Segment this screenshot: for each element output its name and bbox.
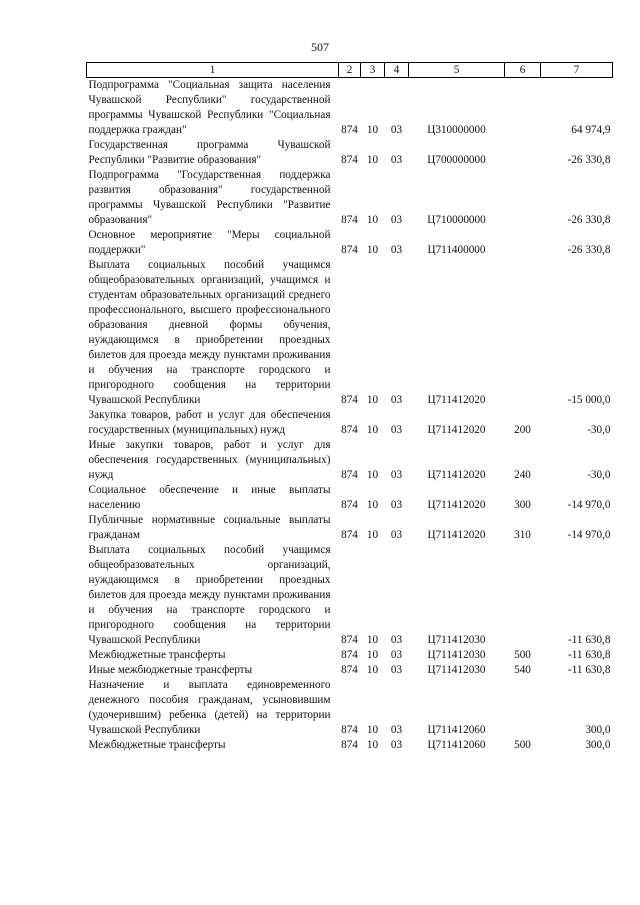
- row-expense-type: [505, 258, 541, 408]
- row-grbs-code: 874: [341, 529, 358, 541]
- row-amount: -26 330,8: [567, 214, 611, 226]
- row-subsection-code: 03: [390, 124, 403, 136]
- row-grbs-code: 874: [341, 469, 358, 481]
- column-header: 6: [505, 63, 541, 78]
- row-section-code: 10: [366, 634, 379, 646]
- row-subsection-code: 03: [390, 634, 403, 646]
- table-row: [87, 78, 613, 139]
- table-row: [87, 438, 613, 483]
- row-expense-type: 500: [514, 739, 531, 751]
- column-header: 2: [339, 63, 361, 78]
- row-name: Иные межбюджетные трансферты: [88, 664, 253, 676]
- row-expense-type: [505, 78, 541, 139]
- row-amount: 300,0: [585, 724, 611, 736]
- row-grbs-code: 874: [341, 649, 358, 661]
- row-target-article: Ц711412030: [427, 664, 486, 676]
- row-amount: -26 330,8: [567, 244, 611, 256]
- table-header: [87, 63, 613, 78]
- row-section-code: 10: [366, 499, 379, 511]
- row-expense-type: [505, 228, 541, 258]
- column-header: 7: [541, 63, 613, 78]
- row-subsection-code: 03: [390, 394, 403, 406]
- row-amount: -14 970,0: [567, 529, 611, 541]
- row-target-article: Ц711412030: [427, 634, 486, 646]
- budget-table: [86, 62, 613, 753]
- row-subsection-code: 03: [390, 649, 403, 661]
- column-header: 5: [409, 63, 505, 78]
- row-expense-type: 500: [514, 649, 531, 661]
- row-target-article: Ц711412060: [427, 739, 486, 751]
- column-header: 1: [87, 63, 339, 78]
- row-subsection-code: 03: [390, 499, 403, 511]
- table-row: [87, 168, 613, 228]
- row-grbs-code: 874: [341, 664, 358, 676]
- row-grbs-code: 874: [341, 154, 358, 166]
- row-grbs-code: 874: [341, 724, 358, 736]
- table-row: [87, 678, 613, 738]
- page-number: 507: [311, 40, 329, 54]
- row-amount: 64 974,9: [571, 124, 611, 136]
- row-amount: -26 330,8: [567, 154, 611, 166]
- column-header: 4: [385, 63, 409, 78]
- table-row: [87, 543, 613, 648]
- table-row: [87, 663, 613, 678]
- table-row: [87, 648, 613, 663]
- column-header: 3: [361, 63, 385, 78]
- row-name: Государственная программа Чувашской Республики "Развитие образования": [88, 139, 331, 166]
- row-subsection-code: 03: [390, 244, 403, 256]
- row-subsection-code: 03: [390, 724, 403, 736]
- row-grbs-code: 874: [341, 124, 358, 136]
- row-name: Подпрограмма "Государственная поддержка развития образования" государственной программы Чувашской Республики "Развитие образования": [88, 169, 331, 226]
- row-target-article: Ц711412020: [427, 529, 486, 541]
- table-row: [87, 483, 613, 513]
- row-target-article: Ц711412020: [427, 469, 486, 481]
- row-amount: -11 630,8: [568, 649, 611, 661]
- row-amount: -30,0: [587, 424, 611, 436]
- row-grbs-code: 874: [341, 214, 358, 226]
- row-name: Назначение и выплата единовременного денежного пособия гражданам, усыновившим (удочерившим) ребенка (детей) на территории Чувашской Республики: [88, 679, 331, 736]
- table-row: [87, 408, 613, 438]
- row-section-code: 10: [366, 214, 379, 226]
- row-subsection-code: 03: [390, 529, 403, 541]
- row-subsection-code: 03: [390, 214, 403, 226]
- row-target-article: Ц711412020: [427, 424, 486, 436]
- row-grbs-code: 874: [341, 739, 358, 751]
- row-expense-type: 300: [514, 499, 531, 511]
- row-section-code: 10: [366, 739, 379, 751]
- row-section-code: 10: [366, 529, 379, 541]
- row-name: Закупка товаров, работ и услуг для обеспечения государственных (муниципальных) нужд: [88, 409, 331, 436]
- row-amount: -11 630,8: [568, 634, 611, 646]
- row-name: Иные закупки товаров, работ и услуг для обеспечения государственных (муниципальных) нужд: [88, 439, 331, 481]
- row-target-article: Ц711400000: [427, 244, 486, 256]
- row-section-code: 10: [366, 469, 379, 481]
- row-section-code: 10: [366, 664, 379, 676]
- row-expense-type: [505, 543, 541, 648]
- table-row: [87, 258, 613, 408]
- table-row: [87, 138, 613, 168]
- row-target-article: Ц711412060: [427, 724, 486, 736]
- row-grbs-code: 874: [341, 424, 358, 436]
- row-name: Межбюджетные трансферты: [88, 739, 226, 751]
- row-section-code: 10: [366, 154, 379, 166]
- row-subsection-code: 03: [390, 664, 403, 676]
- table-row: [87, 738, 613, 753]
- row-expense-type: [505, 138, 541, 168]
- row-section-code: 10: [366, 424, 379, 436]
- row-target-article: Ц700000000: [427, 154, 486, 166]
- row-grbs-code: 874: [341, 499, 358, 511]
- row-grbs-code: 874: [341, 634, 358, 646]
- table-row: [87, 228, 613, 258]
- row-target-article: Ц711412020: [427, 499, 486, 511]
- row-name: Выплата социальных пособий учащимся общеобразовательных организаций, учащимся и студентам образовательных организаций среднего профессионального, высшего профессионального образования дневной формы обучения, нуждающимся в приобретении проездных билетов для проезда между пунктами проживания и обучения на транспорте городского и пригородного сообщения на территории Чувашской Республики: [88, 259, 331, 406]
- row-target-article: Ц711412020: [427, 394, 486, 406]
- row-section-code: 10: [366, 244, 379, 256]
- table-body: [87, 78, 613, 754]
- row-expense-type: 200: [514, 424, 531, 436]
- row-subsection-code: 03: [390, 739, 403, 751]
- table-row: [87, 513, 613, 543]
- row-amount: -14 970,0: [567, 499, 611, 511]
- row-subsection-code: 03: [390, 424, 403, 436]
- row-grbs-code: 874: [341, 394, 358, 406]
- row-expense-type: 540: [514, 664, 531, 676]
- row-section-code: 10: [366, 724, 379, 736]
- row-section-code: 10: [366, 124, 379, 136]
- row-target-article: Ц711412030: [427, 649, 486, 661]
- row-subsection-code: 03: [390, 154, 403, 166]
- row-amount: -15 000,0: [567, 394, 611, 406]
- row-expense-type: [505, 168, 541, 228]
- row-grbs-code: 874: [341, 244, 358, 256]
- row-name: Публичные нормативные социальные выплаты гражданам: [88, 514, 331, 541]
- row-expense-type: 240: [514, 469, 531, 481]
- row-expense-type: 310: [514, 529, 531, 541]
- row-target-article: Ц710000000: [427, 214, 486, 226]
- row-name: Подпрограмма "Социальная защита населения Чувашской Республики" государственной программы Чувашской Республики "Социальная поддержка граждан": [88, 79, 331, 136]
- row-name: Выплата социальных пособий учащимся общеобразовательных организаций, нуждающимся в приобретении проездных билетов для проезда между пунктами проживания и обучения на транспорте городского и пригородного сообщения на территории Чувашской Республики: [88, 544, 331, 646]
- row-name: Социальное обеспечение и иные выплаты населению: [88, 484, 331, 511]
- row-expense-type: [505, 678, 541, 738]
- row-name: Основное мероприятие "Меры социальной поддержки": [88, 229, 331, 256]
- row-target-article: Ц310000000: [427, 124, 486, 136]
- row-name: Межбюджетные трансферты: [88, 649, 226, 661]
- row-section-code: 10: [366, 394, 379, 406]
- header-row: [87, 63, 613, 78]
- row-amount: -30,0: [587, 469, 611, 481]
- row-amount: 300,0: [585, 739, 611, 751]
- row-section-code: 10: [366, 649, 379, 661]
- row-subsection-code: 03: [390, 469, 403, 481]
- row-amount: -11 630,8: [568, 664, 611, 676]
